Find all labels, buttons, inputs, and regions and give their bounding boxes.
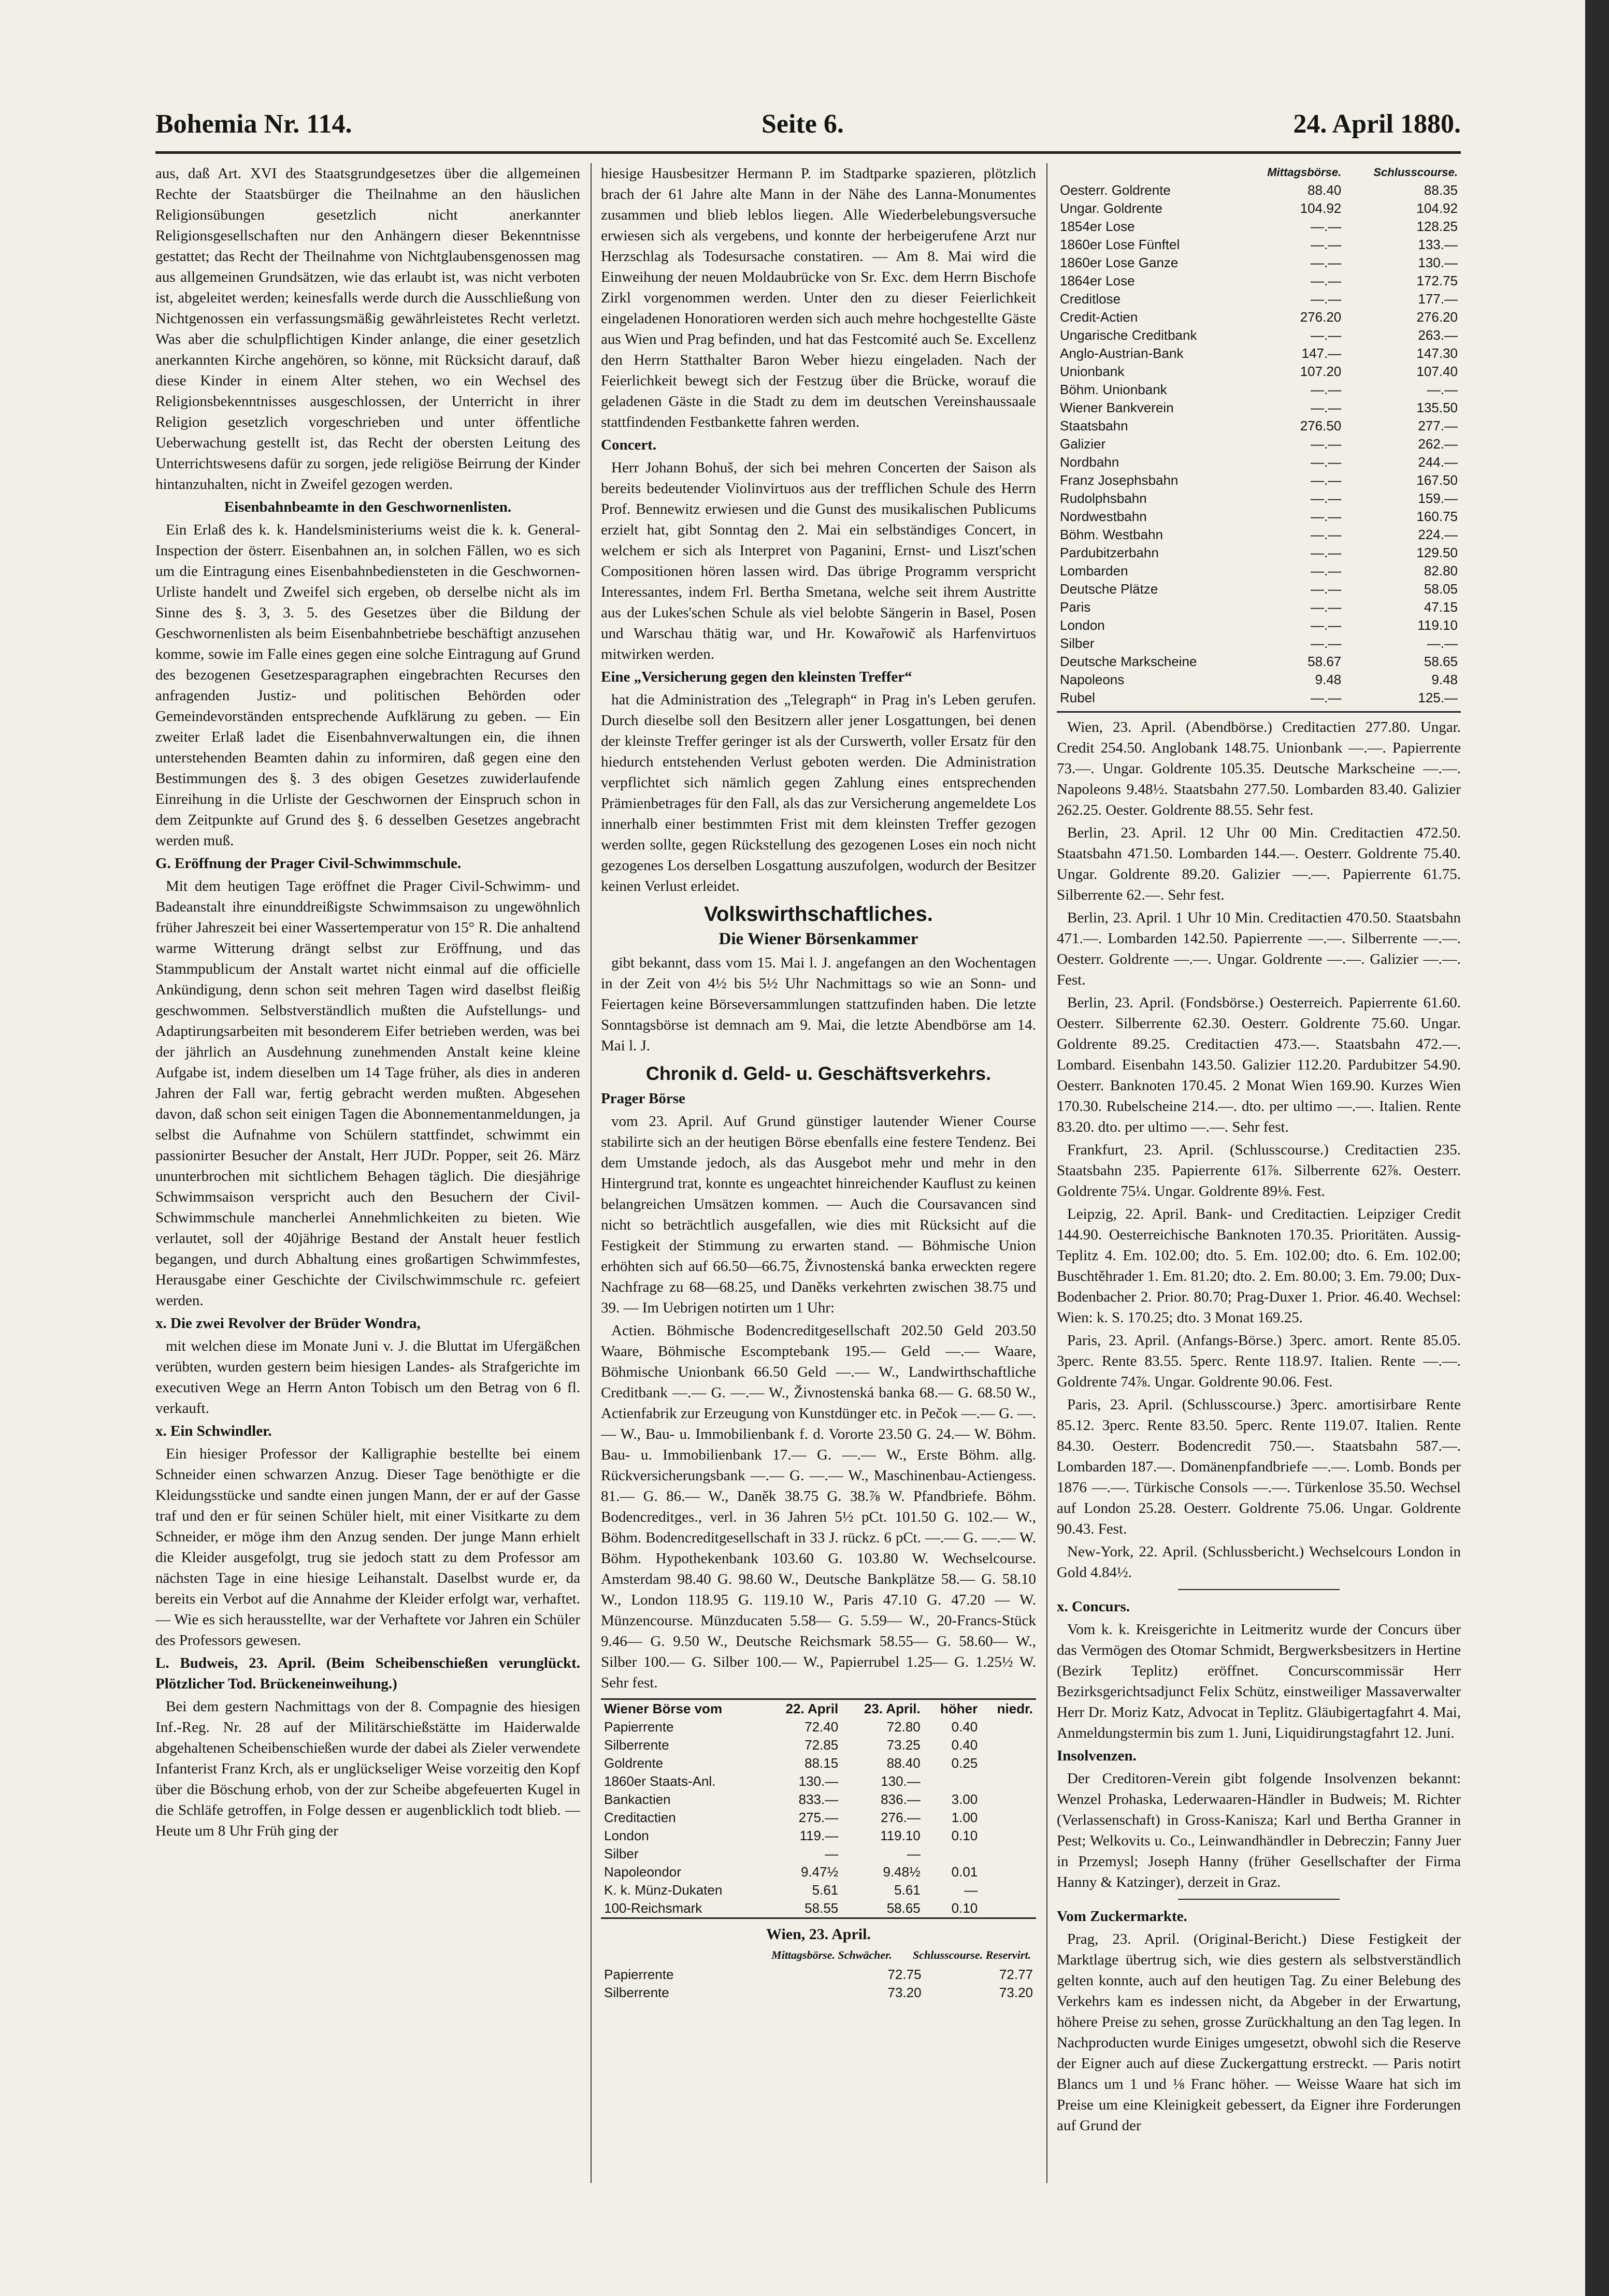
row-value: —.— bbox=[1311, 273, 1342, 288]
table-row bbox=[1057, 689, 1461, 707]
row-label: Deutsche Markscheine bbox=[1060, 654, 1197, 669]
row-value bbox=[981, 1790, 1036, 1809]
row-value: 147.— bbox=[1301, 345, 1342, 361]
row-label: Rubel bbox=[1060, 690, 1095, 705]
row-value: 107.20 bbox=[1300, 364, 1342, 379]
row-value: —.— bbox=[1427, 382, 1458, 397]
row-value: — bbox=[825, 1846, 839, 1861]
wiener-boerse-table bbox=[601, 1698, 1036, 1919]
row-label: Ungar. Goldrente bbox=[1060, 200, 1163, 216]
row-label: London bbox=[1060, 617, 1105, 633]
row-value bbox=[981, 1736, 1036, 1754]
row-value bbox=[981, 1845, 1036, 1863]
article-text: hat die Administration des „Telegraph“ in Prag in's Leben gerufen. Durch dieselbe soll den Besitzern aller jener Losgattungen, bei denen der kleinste Treffer geringer ist als der Curswerth, voller Ersatz für den hiedurch entstehenden Verlust geboten werden. Die Administration verpflichtet sich nämlich gegen Zahlung eines entsprechenden Prämienbetrages für den Fall, als das zur Versicherung angemeldete Los innerhalb einer bestimmten Frist mit dem kleinsten Treffer gezogen werden sollte, gegen Rückstellung des gezogenen Loses ein noch nicht gezogenes Los derselben Losgattung auszufolgen, wodurch der Besitzer keinen Verlust erleidet. bbox=[601, 691, 1036, 894]
article-text: hiesige Hausbesitzer Hermann P. im Stadtparke spazieren, plötzlich brach der 61 Jahre alte Mann in der Nähe des Lanna-Monumentes zusammen und blieb leblos liegen. Alle Wiederbelebungsversuche erwiesen sich als vergebens, und konnte der herbeigerufene Arzt nur Herzschlag als Todesursache constatiren. — Am 8. Mai wird die Einweihung der neuen Moldaubrücke von Sr. Exc. dem Herrn Bischofe Zirkl vorgenommen werden. Unter den zu dieser Feierlichkeit eingeladenen Honoratioren werden sich auch mehre hochgestellte Gäste aus Wien und Prag befinden, und hat das Festcomité auch Se. Excellenz den Herrn Statthalter Baron Weber hiezu eingeladen. Nach der Feierlichkeit bewegt sich der Festzug über die Brücke, worauf die geladenen Gäste in die Stadt zu dem im deutschen Vereinshaussaale stattfindenden Festbankette fahren werden. bbox=[601, 165, 1036, 430]
row-label: Silber bbox=[604, 1846, 639, 1861]
header-rule bbox=[155, 151, 1461, 154]
article-text: gibt bekannt, dass vom 15. Mai l. J. angefangen an den Wochentagen in der Zeit von 4½ bis 5½ Uhr Nachmittags so wie an Sonn- und Feiertagen keine Börseversammlungen stattzufinden haben. Die letzte Sonntagsbörse ist demnach am 9. Mai, die letzte Abendbörse am 14. Mai l. J. bbox=[601, 955, 1036, 1054]
wiener-boerse-rows bbox=[601, 1718, 1036, 1917]
table-row bbox=[1057, 671, 1461, 689]
row-value: —.— bbox=[1311, 382, 1342, 397]
row-label: Credit-Actien bbox=[1060, 309, 1138, 325]
section-title-chronik: Chronik d. Geld- u. Geschäftsverkehrs. bbox=[645, 1063, 992, 1084]
row-value: 88.35 bbox=[1424, 182, 1458, 198]
row-value: 224.— bbox=[1418, 527, 1458, 542]
row-label: Wiener Bankverein bbox=[1060, 400, 1174, 415]
article-text: vom 23. April. Auf Grund günstiger lautender Wiener Course stabilirte sich an der heutigen Börse ebenfalls eine festere Tendenz. Bei dem Umstande jedoch, als das Ausgebot mehr und mehr in den Hintergrund trat, konnte es ungeachtet hinreichender Kauflust zu keinen belangreichen Umsätzen kommen. — Auch die Coursavancen sind nicht so beträchtlich ausgefallen, wie dies mit Rücksicht auf die Festigkeit der Stimmung zu erwarten stand. — Böhmische Union erhöhten sich auf 66.50—66.75, Živnostenská banka erweckten regere Nachfrage zu 68—68.25, und Danĕks verkehrten zwischen 38.75 und 39. — Im Uebrigen notirten um 1 Uhr: bbox=[601, 1113, 1036, 1316]
row-value: 119.10 bbox=[1417, 617, 1458, 633]
table-row bbox=[1057, 435, 1461, 453]
row-value bbox=[981, 1809, 1036, 1827]
row-label: Creditactien bbox=[604, 1810, 676, 1825]
row-value: 88.15 bbox=[804, 1755, 839, 1771]
row-value: —.— bbox=[1311, 255, 1342, 270]
row-value: 82.80 bbox=[1424, 563, 1458, 579]
row-value: 129.50 bbox=[1416, 545, 1458, 560]
row-value: —.— bbox=[1311, 527, 1342, 542]
row-label: Deutsche Plätze bbox=[1060, 581, 1158, 597]
header-issue: Bohemia Nr. 114. bbox=[155, 109, 352, 139]
table-header: 23. April. bbox=[864, 1701, 921, 1716]
article-heading: Eine „Versicherung gegen den kleinsten Treffer“ bbox=[601, 669, 912, 685]
row-value: —.— bbox=[1311, 690, 1342, 705]
table-row bbox=[1057, 254, 1461, 272]
row-value: 0.40 bbox=[951, 1719, 978, 1735]
market-report: Leipzig, 22. April. Bank- und Creditactien. Leipziger Credit 144.90. Oesterreichische Banknoten 170.35. Prioritäten. Aussig-Teplitz 4. Em. 102.00; dto. 5. Em. 102.00; dto. 6. Em. 102.00; Buschtěhrader 1. Em. 81.20; dto. 2. Em. 80.00; 3. Em. 79.00; Dux-Bodenbacher 2. Prior. 80.70; Prag-Duxer 1. Prior. 46.40. Wechsel: Wien: k. S. 170.25; dto. 3 Monat 169.25. bbox=[1057, 1206, 1461, 1326]
row-value bbox=[981, 1827, 1036, 1845]
row-value: —.— bbox=[1311, 472, 1342, 488]
article-text: Ein hiesiger Professor der Kalligraphie bestellte bei einem Schneider einen schwarzen Anzug. Dieser Tage benöthigte er die Kleidungsstücke und sandte einen jungen Mann, der er auf der Gasse traf und den er für seinen Schüler hielt, mit einer Visitkarte zu dem Schneider, er möge ihm den Anzug senden. Der junge Mann erhielt die Kleider ausgefolgt, trug sie jedoch statt zu dem Professor am nächsten Tage in eine hiesige Leihanstalt. Daselbst wurde er, da bereits ein Verbot auf die Annahme der Kleider erfolgt war, verhaftet. — Wie es sich herausstellte, war der Verhaftete vor Jahren ein Schüler des Professors gewesen. bbox=[155, 1446, 580, 1649]
row-value: 73.20 bbox=[887, 1985, 922, 2000]
row-value: 160.75 bbox=[1416, 509, 1458, 524]
article-heading: G. Eröffnung der Prager Civil-Schwimmschule. bbox=[155, 855, 462, 872]
row-value: —.— bbox=[1311, 599, 1342, 615]
table-row bbox=[601, 1845, 1036, 1863]
row-label: Rudolphsbahn bbox=[1060, 490, 1147, 506]
table-row bbox=[601, 1881, 1036, 1899]
row-value: 836.— bbox=[881, 1792, 921, 1807]
row-value: —.— bbox=[1311, 291, 1342, 307]
row-value: 276.20 bbox=[1300, 309, 1342, 325]
row-value: 276.50 bbox=[1300, 418, 1342, 434]
row-value: 5.61 bbox=[894, 1882, 921, 1898]
wien-rows bbox=[601, 1966, 1036, 2002]
row-label: Böhm. Unionbank bbox=[1060, 382, 1167, 397]
row-label: Papierrente bbox=[604, 1967, 674, 1982]
row-label: Paris bbox=[1060, 599, 1091, 615]
table-row bbox=[1057, 471, 1461, 489]
article-text: Mit dem heutigen Tage eröffnet die Prager Civil-Schwimm- und Badeanstalt ihre einunddreißigste Schwimmsaison zu ungewöhnlich früher Jahreszeit bei einer Wassertemperatur von 15° R. Die anhaltend warme Witterung drängt selbst zur Eröffnung, und das Stammpublicum der Anstalt wartet nicht einmal auf die officielle Ankündigung, denn schon seit mehren Tagen wird daselbst fleißig geschwommen. Selbstverständlich mußten die Aufstellungs- und Adaptirungsarbeiten mit besonderem Eifer betrieben werden, was bei der jährlich an Ausdehnung zunehmenden Anstalt keine kleine Aufgabe ist, indem dieselben um 14 Tage früher, als dies in anderen Jahren der Fall war, fertig gebracht werden mußten. Abgesehen davon, daß schon seit einigen Tagen die Abonnementanmeldungen, ja selbst die Aufnahme von Schülern stattfindet, schwimmt ein passionirter Besucher der Anstalt, Herr JUDr. Popper, seit 26. März ununterbrochen mit sichtlichem Behagen täglich. Die diesjährige Schwimmsaison verspricht auch den Besuchern der Civil-Schwimmschule mancherlei Annehmlichkeiten zu bieten. Wie verlautet, soll der 40jährige Bestand der Anstalt heuer festlich begangen, und durch Abhaltung eines großartigen Schwimmfestes, Herausgabe einer Geschichte der Civilschwimmschule rc. gefeiert werden. bbox=[155, 878, 580, 1309]
section-title-volkswirthschaft: Volkswirthschaftliches. bbox=[704, 903, 933, 926]
row-value: —.— bbox=[1311, 545, 1342, 560]
row-value: 0.25 bbox=[951, 1755, 978, 1771]
row-value: —.— bbox=[1311, 636, 1342, 651]
table-row bbox=[1057, 290, 1461, 308]
row-label: Anglo-Austrian-Bank bbox=[1060, 345, 1184, 361]
row-value: 58.65 bbox=[886, 1900, 921, 1916]
table-header: höher bbox=[940, 1701, 978, 1716]
row-value: 88.40 bbox=[886, 1755, 921, 1771]
table-header: niedr. bbox=[997, 1701, 1033, 1716]
row-value bbox=[981, 1881, 1036, 1899]
course-table bbox=[1057, 163, 1461, 707]
row-value: 9.48 bbox=[1431, 672, 1458, 687]
row-value: 833.— bbox=[798, 1792, 839, 1807]
header-page-number: Seite 6. bbox=[762, 109, 844, 139]
row-label: Nordwestbahn bbox=[1060, 509, 1147, 524]
row-label: Goldrente bbox=[604, 1755, 664, 1771]
table-row bbox=[1057, 580, 1461, 598]
row-value: 135.50 bbox=[1416, 400, 1458, 415]
table-row bbox=[601, 1809, 1036, 1827]
row-label: 1860er Staats-Anl. bbox=[604, 1773, 716, 1789]
row-label: 1860er Lose Ganze bbox=[1060, 255, 1179, 270]
row-label: Galizier bbox=[1060, 436, 1106, 452]
row-value: 277.— bbox=[1418, 418, 1458, 434]
article-text: Actien. Böhmische Bodencreditgesellschaft 202.50 Geld 203.50 Waare, Böhmische Escomptebank 195.— Geld —.— Waare, Böhmische Unionbank 66.50 Geld —.— W., Landwirthschaftliche Creditbank —.— G. —.— W., Živnostenská banka 68.— G. 68.50 W., Actienfabrik zur Erzeugung von Kunstdünger etc. in Pečok —.— G. —.— W., Bau- u. Immobilienbank f. d. Vororte 23.50 G. 24.— W. Böhm. Bau- u. Immobilienbank 17.— G. —.— W., Erste Böhm. allg. Rückversicherungsbank —.— G. —.— W., Maschinenbau-Actiengess. 81.— G. 86.— W., Daněk 38.75 G. 38.⅞ W. Pfandbriefe. Böhm. Bodencreditges., verl. in 36 Jahren 5½ pCt. 101.50 G. 102.— W., Böhm. Bodencreditgesellschaft in 33 J. rückz. 6 pCt. —.— G. —.— W. Böhm. Hypothekenbank 103.60 G. 103.80 W. Wechselcourse. Amsterdam 98.40 G. 98.60 W., Deutsche Bankplätze 58.— G. 58.10 W., London 118.95 G. 119.10 W., Paris 47.10 G. 47.20 — W. Münzencourse. Münzducaten 5.58— G. 5.59— W., 20-Francs-Stück 9.46— G. 9.50 W., Deutsche Reichsmark 58.55— G. 58.60— W., Silber 100.— G. Silber 100.— W., Papierrubel 1.25— G. 1.25½ W. Sehr fest. bbox=[601, 1322, 1036, 1691]
row-value: 9.48 bbox=[1315, 672, 1342, 687]
table-row bbox=[1057, 344, 1461, 363]
article-text: Prag, 23. April. (Original-Bericht.) Diese Festigkeit der Marktlage übertrug sich, wie dies gestern als selbstverständlich gelten konnte, auch auf den heutigen Tag. Zu einer Belebung des Verkehrs kam es indessen nicht, da Abgeber in der Erwartung, höhere Preise zu sehen, grosse Zurückhaltung an den Tag legen. In Nachproducten wurde Einiges umgesetzt, obwohl sich die Reserve der Eigner auch auf diese Zuckergattung erstreckt. — Paris notirt Blancs um 1 und ⅛ Franc höher. — Weisse Waare hat sich im Preise um eine Kleinigkeit gebessert, da Eigner ihre Forderungen auf Grund der bbox=[1057, 1931, 1461, 2134]
article-heading: x. Concurs. bbox=[1057, 1598, 1130, 1615]
article-heading: Vom Zuckermarkte. bbox=[1057, 1908, 1187, 1925]
article-text: Vom k. k. Kreisgerichte in Leitmeritz wurde der Concurs über das Vermögen des Otomar Schmidt, Bergwerksbesitzers in Hertine (Bezirk Teplitz) eröffnet. Concurscommissär Herr Bezirksgerichtsadjunct Felix Schütz, einstweiliger Massaverwalter Herr Dr. Moriz Katz, Advocat in Teplitz. Gläubigertagfahrt 4. Mai, Anmeldungstermin bis zum 1. Juni, Liquidirungstagfahrt 12. Juni. bbox=[1057, 1621, 1461, 1741]
row-value: 58.67 bbox=[1308, 654, 1342, 669]
row-value: 72.77 bbox=[999, 1967, 1033, 1982]
table-row bbox=[601, 1984, 1036, 2002]
table-row bbox=[601, 1899, 1036, 1917]
row-value: 0.10 bbox=[951, 1900, 978, 1916]
table-header: Wiener Börse vom bbox=[604, 1701, 723, 1716]
row-value: —.— bbox=[1427, 636, 1458, 651]
row-value: 58.05 bbox=[1424, 581, 1458, 597]
row-value: 159.— bbox=[1418, 490, 1458, 506]
row-value: 262.— bbox=[1418, 436, 1458, 452]
row-label: Silberrente bbox=[604, 1737, 669, 1753]
row-value: — bbox=[907, 1846, 921, 1861]
wien-heading: Wien, 23. April. bbox=[766, 1926, 871, 1943]
page-header bbox=[155, 104, 1461, 150]
table-row bbox=[1057, 562, 1461, 580]
table-row bbox=[1057, 526, 1461, 544]
row-value: 5.61 bbox=[812, 1882, 839, 1898]
row-value: 130.— bbox=[798, 1773, 839, 1789]
row-value: 104.92 bbox=[1300, 200, 1342, 216]
column-3 bbox=[1057, 163, 1461, 2183]
row-value: 9.47½ bbox=[800, 1864, 839, 1880]
table-header: Mittagsbörse. Schwächer. bbox=[771, 1948, 893, 1961]
table-row bbox=[601, 1790, 1036, 1809]
table-row bbox=[1057, 489, 1461, 508]
table-header: Mittagsbörse. bbox=[1267, 166, 1342, 179]
row-label: Napoleondor bbox=[604, 1864, 681, 1880]
market-report: Paris, 23. April. (Anfangs-Börse.) 3perc. amort. Rente 85.05. 3perc. Rente 83.55. 5perc. Rente 118.97. Italien. Rente —.—. Goldrente 74⅞. Ungar. Goldrente 90.06. Fest. bbox=[1057, 1332, 1461, 1390]
row-value: — bbox=[964, 1882, 978, 1898]
article-heading: x. Die zwei Revolver der Brüder Wondra, bbox=[155, 1315, 421, 1332]
table-row bbox=[1057, 399, 1461, 417]
row-label: 1864er Lose bbox=[1060, 273, 1135, 288]
article-text: mit welchen diese im Monate Juni v. J. die Bluttat im Ufergäßchen verübten, wurden gestern beim hiesigen Landes- als Strafgerichte im executiven Wege an Herrn Anton Tobisch um den Betrag von 6 fl. verkauft. bbox=[155, 1338, 580, 1417]
row-value: 172.75 bbox=[1416, 273, 1458, 288]
table-row bbox=[601, 1718, 1036, 1736]
row-label: 1860er Lose Fünftel bbox=[1060, 237, 1180, 252]
table-header: 22. April bbox=[785, 1701, 839, 1716]
row-label: Oesterr. Goldrente bbox=[1060, 182, 1171, 198]
table-row bbox=[1057, 236, 1461, 254]
wien-column-heads bbox=[601, 1945, 1036, 1966]
row-value: 88.40 bbox=[1308, 182, 1342, 198]
row-value: 107.40 bbox=[1416, 364, 1458, 379]
table-row bbox=[1057, 199, 1461, 218]
row-value: —.— bbox=[1311, 454, 1342, 470]
row-value: 177.— bbox=[1418, 291, 1458, 307]
table-row bbox=[1057, 453, 1461, 471]
market-report: Frankfurt, 23. April. (Schlusscourse.) Creditactien 235. Staatsbahn 235. Papierrente 61⅞. Silberrente 62⅞. Oesterr. Goldrente 75¼. Ungar. Goldrente 89⅛. Fest. bbox=[1057, 1142, 1461, 1200]
column-divider bbox=[1046, 163, 1047, 2183]
row-value: 119.10 bbox=[880, 1828, 921, 1843]
row-value: 73.20 bbox=[999, 1985, 1033, 2000]
table-row bbox=[1057, 326, 1461, 344]
row-value: 133.— bbox=[1418, 237, 1458, 252]
section-subtitle: Die Wiener Börsenkammer bbox=[719, 930, 918, 948]
table-row bbox=[601, 1827, 1036, 1845]
row-value: —.— bbox=[1311, 327, 1342, 343]
row-label: Silber bbox=[1060, 636, 1095, 651]
row-value: —.— bbox=[1311, 617, 1342, 633]
row-label: Staatsbahn bbox=[1060, 418, 1128, 434]
row-value: 0.01 bbox=[951, 1864, 978, 1880]
table-row bbox=[1057, 381, 1461, 399]
table-row bbox=[1057, 363, 1461, 381]
row-value: —.— bbox=[1311, 563, 1342, 579]
row-value bbox=[924, 1845, 981, 1863]
row-label: Silberrente bbox=[604, 1985, 669, 2000]
row-value: 1.00 bbox=[951, 1810, 978, 1825]
table-row bbox=[1057, 181, 1461, 199]
table-row bbox=[601, 1863, 1036, 1881]
table-row bbox=[601, 1736, 1036, 1754]
article-heading: Prager Börse bbox=[601, 1090, 685, 1107]
table-row bbox=[601, 1772, 1036, 1790]
row-value: 104.92 bbox=[1416, 200, 1458, 216]
article-heading: x. Ein Schwindler. bbox=[155, 1423, 272, 1439]
table-row bbox=[1057, 653, 1461, 671]
row-value: —.— bbox=[1311, 436, 1342, 452]
row-value: 147.30 bbox=[1416, 345, 1458, 361]
row-value: 72.75 bbox=[887, 1967, 922, 1982]
row-value: 130.— bbox=[881, 1773, 921, 1789]
row-value: —.— bbox=[1311, 490, 1342, 506]
table-row bbox=[1057, 218, 1461, 236]
row-value bbox=[924, 1772, 981, 1790]
row-value: —.— bbox=[1311, 219, 1342, 234]
article-text: Herr Johann Bohuš, der sich bei mehren Concerten der Saison als bereits bedeutender Violinvirtuos aus der trefflichen Schule des Herrn Prof. Bennewitz erwiesen und die Gunst des musikalischen Publicums erzielt hat, gibt Sonntag den 2. Mai ein selbständiges Concert, in welchem er sich als Interpret von Paganini, Ernst- und Liszt'schen Compositionen hören lassen wird. Das übrige Programm verspricht Interessantes, indem Frl. Bertha Smetana, welche seit ihrem Austritte aus der Lukes'schen Schule als viel belobte Sängerin in Basel, Posen und Warschau thätig war, und Hr. Kowařowič als Harfenvirtuos mitwirken werden. bbox=[601, 459, 1036, 662]
row-value bbox=[981, 1718, 1036, 1736]
row-value: 72.80 bbox=[886, 1719, 921, 1735]
table-header: Schlusscourse. bbox=[1373, 166, 1458, 179]
row-value: 58.55 bbox=[804, 1900, 839, 1916]
row-label: Lombarden bbox=[1060, 563, 1128, 579]
column-2 bbox=[601, 163, 1036, 2183]
row-label: Unionbank bbox=[1060, 364, 1125, 379]
table-row bbox=[1057, 308, 1461, 326]
row-value: 0.10 bbox=[951, 1828, 978, 1843]
row-value: 276.20 bbox=[1416, 309, 1458, 325]
row-value bbox=[981, 1754, 1036, 1772]
course-rows bbox=[1057, 181, 1461, 707]
row-label: 1854er Lose bbox=[1060, 219, 1135, 234]
row-value: —.— bbox=[1311, 581, 1342, 597]
row-value: 3.00 bbox=[951, 1792, 978, 1807]
table-row bbox=[1057, 417, 1461, 435]
row-label: Böhm. Westbahn bbox=[1060, 527, 1163, 542]
table-row bbox=[1057, 634, 1461, 653]
table-row bbox=[1057, 616, 1461, 634]
row-label: Ungarische Creditbank bbox=[1060, 327, 1197, 343]
row-value: 73.25 bbox=[886, 1737, 921, 1753]
row-value: 125.— bbox=[1418, 690, 1458, 705]
article-heading: Insolvenzen. bbox=[1057, 1748, 1137, 1764]
table-row bbox=[1057, 544, 1461, 562]
row-value: —.— bbox=[1311, 509, 1342, 524]
row-value: 0.40 bbox=[951, 1737, 978, 1753]
header-date: 24. April 1880. bbox=[1293, 109, 1461, 139]
market-report: New-York, 22. April. (Schlussbericht.) Wechselcours London in Gold 4.84½. bbox=[1057, 1543, 1461, 1581]
row-value: 167.50 bbox=[1416, 472, 1458, 488]
market-report: Paris, 23. April. (Schlusscourse.) 3perc. amortisirbare Rente 85.12. 3perc. Rente 83.50. 5perc. Rente 119.07. Italien. Rente 84.30. Oesterr. Bodencredit 750.—. Staatsbahn 587.—. Lombarden 187.—. Domänenpfandbriefe —.—. Lomb. Bonds per 1876 —.—. Türkische Consols —.—. Türkenlose 35.50. Wechsel auf London 25.28. Oesterr. Goldrente 75.06. Ungar. Goldrente 90.43. Fest. bbox=[1057, 1396, 1461, 1537]
row-value bbox=[981, 1863, 1036, 1881]
table-header: Schlusscourse. Reservirt. bbox=[913, 1948, 1031, 1961]
article-text: Bei dem gestern Nachmittags von der 8. Compagnie des hiesigen Inf.-Reg. Nr. 28 auf der Militärschießstätte im Haiderwalde abgehaltenen Scheibenschießen wurde der dabei als Zieler verwendete Infanterist Franz Krch, als er unglückseliger Weise vorzeitig den Kopf über die Böschung erhob, von der zur Scheibe abgefeuerten Kugel in die Schläfe getroffen, in Folge dessen er augenblicklich todt blieb. — Heute um 8 Uhr Früh ging der bbox=[155, 1698, 580, 1839]
article-heading: Eisenbahnbeamte in den Geschwornenlisten. bbox=[224, 499, 512, 515]
row-label: Bankactien bbox=[604, 1792, 671, 1807]
row-label: London bbox=[604, 1828, 649, 1843]
row-value: 72.85 bbox=[804, 1737, 839, 1753]
row-value bbox=[981, 1899, 1036, 1917]
row-value bbox=[981, 1772, 1036, 1790]
row-label: 100-Reichsmark bbox=[604, 1900, 702, 1916]
table-row bbox=[601, 1754, 1036, 1772]
row-value: —.— bbox=[1311, 237, 1342, 252]
article-heading: Concert. bbox=[601, 437, 657, 453]
row-value: 276.— bbox=[881, 1810, 921, 1825]
row-value: 58.65 bbox=[1424, 654, 1458, 669]
market-report: Berlin, 23. April. 12 Uhr 00 Min. Creditactien 472.50. Staatsbahn 471.50. Lombarden 144.—. Oesterr. Goldrente 75.40. Ungar. Goldrente 89.20. Galizier —.—. Papierrente 61.75. Silberrente 62.—. Sehr fest. bbox=[1057, 825, 1461, 903]
market-report: Berlin, 23. April. 1 Uhr 10 Min. Creditactien 470.50. Staatsbahn 471.—. Lombarden 142.50. Papierrente —.—. Silberrente —.—. Oesterr. Goldrente —.—. Ungar. Goldrente —.—. Galizier —.—. Fest. bbox=[1057, 909, 1461, 988]
row-label: Pardubitzerbahn bbox=[1060, 545, 1159, 560]
row-value: 275.— bbox=[798, 1810, 839, 1825]
market-report: Wien, 23. April. (Abendbörse.) Creditactien 277.80. Ungar. Credit 254.50. Anglobank 148.75. Unionbank —.—. Papierrente 73.—. Ungar. Goldrente 105.35. Deutsche Markscheine —.—. Napoleons 9.48½. Staatsbahn 277.50. Lombarden 83.40. Galizier 262.25. Oester. Goldrente 88.55. Sehr fest. bbox=[1057, 719, 1461, 818]
table-row bbox=[1057, 598, 1461, 616]
row-label: Nordbahn bbox=[1060, 454, 1119, 470]
scan-margin bbox=[1585, 0, 1609, 2296]
table-row bbox=[1057, 272, 1461, 290]
row-value: 244.— bbox=[1418, 454, 1458, 470]
row-value: 263.— bbox=[1418, 327, 1458, 343]
table-row bbox=[1057, 508, 1461, 526]
market-report: Berlin, 23. April. (Fondsbörse.) Oesterreich. Papierrente 61.60. Oesterr. Silberrente 62.30. Oesterr. Goldrente 75.60. Ungar. Goldrente 89.25. Creditactien 473.—. Staatsbahn 472.—. Lombard. Eisenbahn 143.50. Galizier 112.20. Pardubitzer 54.90. Oesterr. Banknoten 170.45. 2 Monat Wien 169.90. Kurzes Wien 170.30. Rubelscheine 214.—. dto. per ultimo —.—. Italien. Rente 83.20. dto. per ultimo —.—. Sehr fest. bbox=[1057, 994, 1461, 1135]
row-value: 128.25 bbox=[1416, 219, 1458, 234]
table-row bbox=[601, 1966, 1036, 1984]
column-1 bbox=[155, 163, 580, 2183]
row-value: 119.— bbox=[799, 1828, 839, 1843]
row-value: 47.15 bbox=[1424, 599, 1458, 615]
row-label: Papierrente bbox=[604, 1719, 674, 1735]
article-heading: L. Budweis, 23. April. (Beim Scheibenschießen verunglückt. Plötzlicher Tod. Brückeneinweihung.) bbox=[155, 1655, 580, 1692]
row-value: 130.— bbox=[1418, 255, 1458, 270]
article-text: Der Creditoren-Verein gibt folgende Insolvenzen bekannt: Wenzel Prohaska, Lederwaaren-Händler in Budweis; M. Richter (Verlassenschaft) in Gross-Kanisza; Karl und Bertha Granner in Pest; Welkovits u. Co., Leinwandhändler in Debreczin; Fanny Juer in Przemysl; Joseph Hanny (früher Gesellschafter der Firma Hanny & Katzinger), derzeit in Graz. bbox=[1057, 1770, 1461, 1890]
row-label: K. k. Münz-Dukaten bbox=[604, 1882, 723, 1898]
row-value: 72.40 bbox=[804, 1719, 839, 1735]
row-label: Creditlose bbox=[1060, 291, 1121, 307]
row-label: Napoleons bbox=[1060, 672, 1125, 687]
row-label: Franz Josephsbahn bbox=[1060, 472, 1179, 488]
row-value: 9.48½ bbox=[883, 1864, 921, 1880]
row-value: —.— bbox=[1311, 400, 1342, 415]
article-text: Ein Erlaß des k. k. Handelsministeriums weist die k. k. General-Inspection der österr. Eisenbahnen an, in solchen Fällen, wo es sich um die Eintragung eines Eisenbahnbediensteten in die Geschwornen-Urliste handelt und Zweifel sich ergeben, ob derselbe nicht als im Sinne des §. 3, 3. 5. des Gesetzes über die Bildung der Geschwornenlisten als beim Eisenbahnbetriebe beschäftigt anzusehen komme, sowie im Falle eines gegen eine solche Eintragung auf Grund des bezogenen Gesetzesparagraphen eingebrachten Recurses den anfragenden Justiz- und politischen Behörden oder Gemeindevorständen entsprechende Aufklärung zu geben. — Ein zweiter Erlaß ladet die Eisenbahnverwaltungen ein, die ihnen unterstehenden Beamten dahin zu informiren, daß gegen eine den Bestimmungen des §. 3 des obigen Gesetzes zuwiderlaufende Einreihung in die Urliste der Geschwornen der Einspruch schon in dem Zeitpunkte auf Grund des §. 6 desselben Gesetzes angebracht werden muß. bbox=[155, 522, 580, 849]
article-text: aus, daß Art. XVI des Staatsgrundgesetzes über die allgemeinen Rechte der Staatsbürger die Theilnahme an den häuslichen Religionsübungen gesetzlich nicht anerkannter Religionsgesellschaften nur den Anhängern dieser Bekenntnisse gestattet; das Recht der Theilnahme von Nichtglaubensgenossen mag aus allgemeinen Grundsätzen, wie das erlaubt ist, was nicht verboten ist, abgeleitet werden; keinesfalls werde durch die Ausschließung von Nichtgenossen ein verfassungsmäßig gewährleistetes Recht verletzt. Was aber die schulpflichtigen Kinder anlange, die einer gesetzlich anerkannten Kirche angehören, so könne, mit Rücksicht darauf, daß diese Kinder in einem Alter stehen, wo ein Wechsel des Religionsbekenntnisses ausgeschlossen, der Unterricht in ihrer Religion gesetzlich vorgeschrieben und unter öffentliche Ueberwachung gestellt ist, das Recht der obersten Leitung des Unterrichtswesens dafür zu sorgen, jede religiöse Beirrung der Kinder hintanzuhalten, nicht in Zweifel gezogen werden. bbox=[155, 165, 580, 493]
column-divider bbox=[591, 163, 592, 2183]
